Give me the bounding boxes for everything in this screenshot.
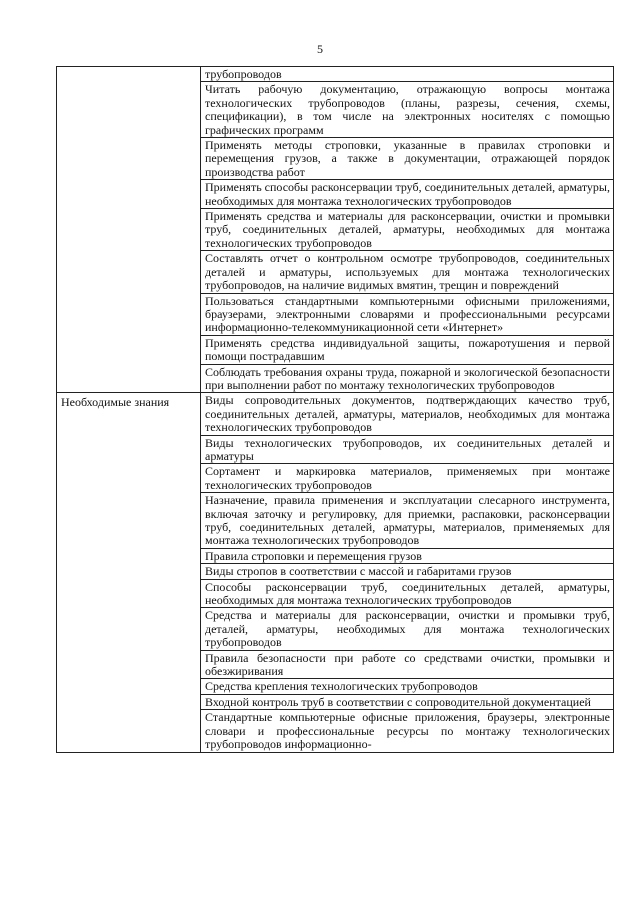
knowledge-item: Виды стропов в соответствии с массой и габаритами грузов xyxy=(201,564,614,579)
knowledge-item: Виды технологических трубопроводов, их соединительных деталей и арматуры xyxy=(201,435,614,464)
knowledge-item: Сортамент и маркировка материалов, применяемых при монтаже технологических трубопроводов xyxy=(201,464,614,493)
skill-item: Читать рабочую документацию, отражающую вопросы монтажа технологических трубопроводов (планы, разрезы, сечения, схемы, спецификации), в том числе на электронных носителях с помощью графических программ xyxy=(201,82,614,138)
knowledge-item: Способы расконсервации труб, соединительных деталей, арматуры, необходимых для монтажа технологических трубопроводов xyxy=(201,579,614,608)
knowledge-item: Правила безопасности при работе со средствами очистки, промывки и обезжиривания xyxy=(201,650,614,679)
table-row xyxy=(57,67,614,82)
knowledge-item: Правила строповки и перемещения грузов xyxy=(201,548,614,563)
skill-item: Применять средства и материалы для расконсервации, очистки и промывки труб, соединительных деталей, арматуры, необходимых для монтажа технологических трубопроводов xyxy=(201,209,614,251)
skill-item: Соблюдать требования охраны труда, пожарной и экологической безопасности при выполнении работ по монтажу технологических трубопроводов xyxy=(201,364,614,393)
skill-item: Составлять отчет о контрольном осмотре трубопроводов, соединительных деталей и арматуры, используемых для монтажа технологических трубопроводов, на наличие видимых вмятин, трещин и повреждений xyxy=(201,251,614,293)
skill-item: Применять способы расконсервации труб, соединительных деталей, арматуры, необходимых для монтажа технологических трубопроводов xyxy=(201,180,614,209)
page-number: 5 xyxy=(317,42,323,56)
knowledge-item: Стандартные компьютерные офисные приложения, браузеры, электронные словари и профессиональные ресурсы по монтажу технологических трубопроводов информационно- xyxy=(201,710,614,752)
knowledge-label: Необходимые знания xyxy=(61,395,170,410)
skill-item: Применять средства индивидуальной защиты, пожаротушения и первой помощи пострадавшим xyxy=(201,335,614,364)
knowledge-item: Средства и материалы для расконсервации, очистки и промывки труб, деталей, арматуры, необходимых для монтажа технологических трубопроводов xyxy=(201,608,614,650)
knowledge-item: Назначение, правила применения и эксплуатации слесарного инструмента, включая заточку и регулировку, для приемки, распаковки, расконсервации труб, соединительных деталей, арматуры, материалов, применяемых для монтажа технологических трубопроводов xyxy=(201,493,614,549)
skill-item: Применять методы строповки, указанные в правилах строповки и перемещения грузов, а также в документации, отражающей порядок производства работ xyxy=(201,138,614,180)
skill-item: трубопроводов xyxy=(201,67,614,82)
skill-item: Пользоваться стандартными компьютерными офисными приложениями, браузерами, электронными словарями и профессиональными ресурсами информационно-телекоммуникационной сети «Интернет» xyxy=(201,293,614,335)
knowledge-item: Средства крепления технологических трубопроводов xyxy=(201,679,614,694)
knowledge-item: Входной контроль труб в соответствии с сопроводительной документацией xyxy=(201,694,614,709)
knowledge-item: Виды сопроводительных документов, подтверждающих качество труб, соединительных деталей, арматуры, материалов, необходимых для монтажа технологических трубопроводов xyxy=(201,393,614,435)
table-row xyxy=(57,393,614,435)
knowledge-label-cell xyxy=(57,393,201,752)
competency-table xyxy=(56,66,614,753)
skills-label-cell xyxy=(57,67,201,393)
